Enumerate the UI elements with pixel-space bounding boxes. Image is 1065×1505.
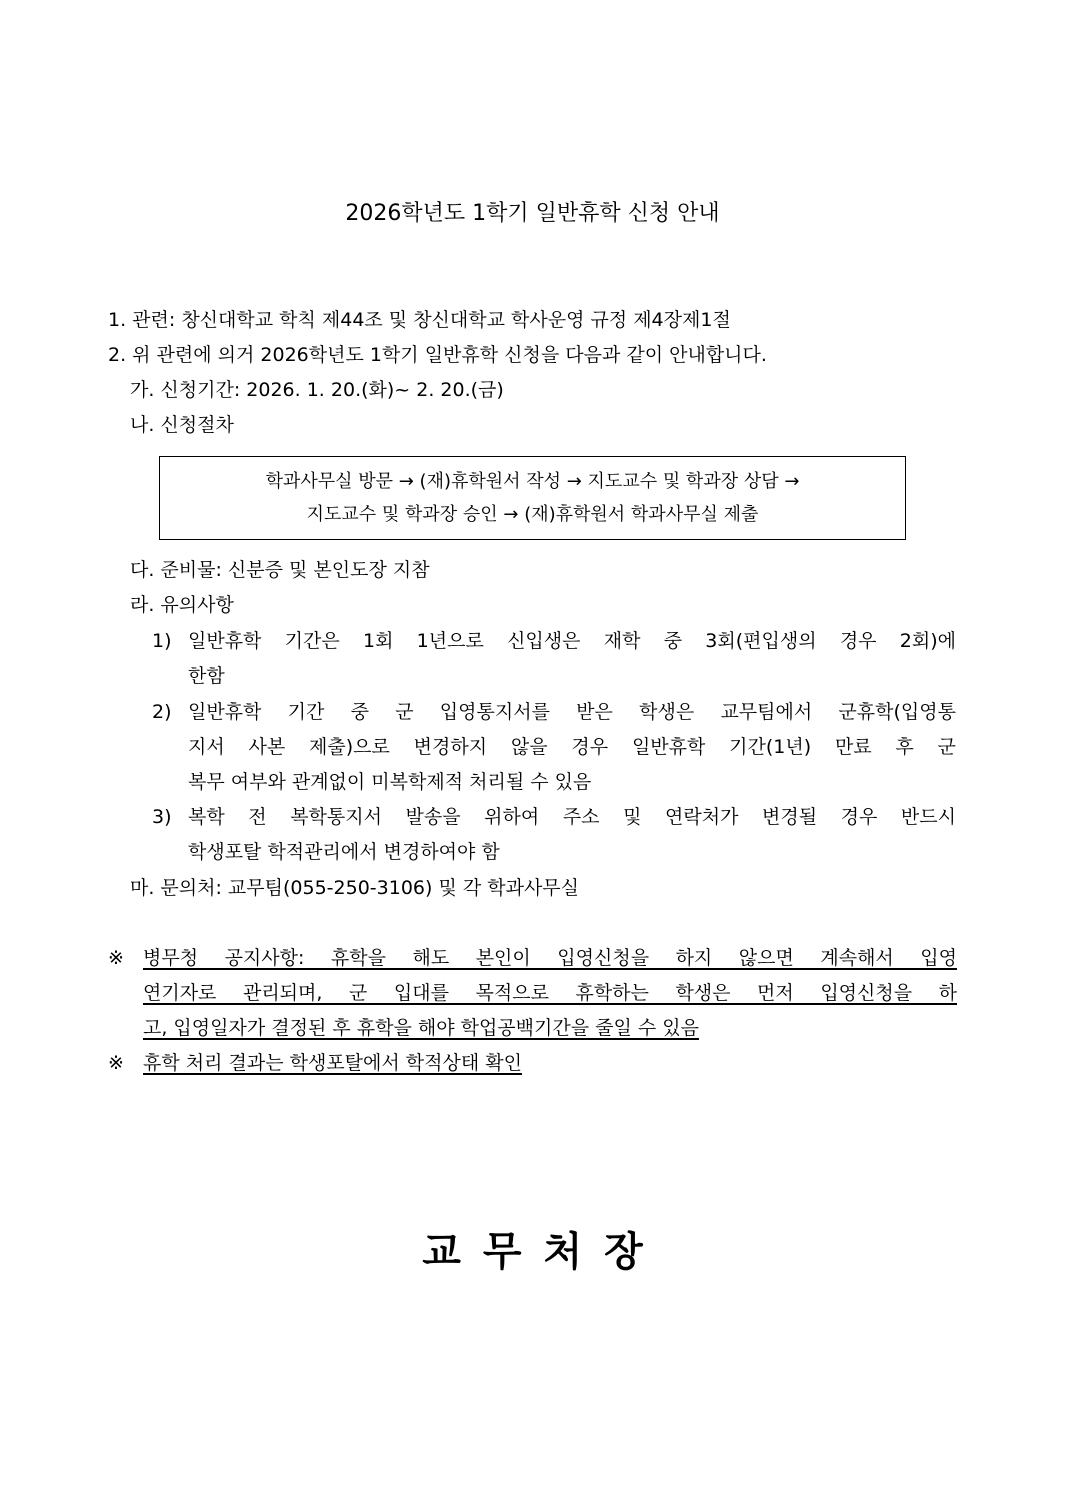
procedure-line-2: 지도교수 및 학과장 승인 → (재)휴학원서 학과사무실 제출 [306, 504, 759, 525]
item-1-reference: 1. 관련: 창신대학교 학칙 제44조 및 창신대학교 학사운영 규정 제4장제1절 [108, 309, 731, 331]
remark-line: 고, 입영일자가 결정된 후 휴학을 해야 학업공백기간을 줄일 수 있음 [143, 1017, 699, 1039]
note-line: 한함 [188, 665, 225, 687]
note-line: 학생포탈 학적관리에서 변경하여야 함 [188, 841, 500, 863]
signature-academic-affairs-director: 교무처장 [422, 1229, 665, 1275]
note-line: 일반휴학 기간 중 군 입영통지서를 받은 학생은 교무팀에서 군휴학(입영통 [188, 701, 956, 723]
sub-item-notes-heading: 라. 유의사항 [130, 594, 234, 616]
sub-item-application-period: 가. 신청기간: 2026. 1. 20.(화)~ 2. 20.(금) [130, 379, 504, 401]
sub-item-preparation: 다. 준비물: 신분증 및 본인도장 지참 [130, 559, 430, 581]
note-number: 1) [152, 630, 172, 652]
procedure-line-1: 학과사무실 방문 → (재)휴학원서 작성 → 지도교수 및 학과장 상담 → [265, 471, 800, 492]
reference-mark: ※ [108, 947, 124, 969]
procedure-box [159, 456, 906, 540]
item-2-guidance: 2. 위 관련에 의거 2026학년도 1학기 일반휴학 신청을 다음과 같이 안내합니다. [108, 344, 767, 366]
sub-item-procedure-heading: 나. 신청절차 [130, 414, 234, 436]
reference-mark: ※ [108, 1052, 124, 1074]
remark-line: 휴학 처리 결과는 학생포탈에서 학적상태 확인 [143, 1052, 522, 1074]
note-line: 복무 여부와 관계없이 미복학제적 처리될 수 있음 [188, 771, 592, 793]
note-line: 복학 전 복학통지서 발송을 위하여 주소 및 연락처가 변경될 경우 반드시 [188, 806, 956, 828]
note-number: 3) [152, 806, 172, 828]
remark-line: 연기자로 관리되며, 군 입대를 목적으로 휴학하는 학생은 먼저 입영신청을 하 [143, 982, 957, 1004]
note-line: 일반휴학 기간은 1회 1년으로 신입생은 재학 중 3회(편입생의 경우 2회)에 [188, 630, 956, 652]
document-title: 2026학년도 1학기 일반휴학 신청 안내 [345, 201, 720, 226]
sub-item-contact: 마. 문의처: 교무팀(055-250-3106) 및 각 학과사무실 [130, 877, 580, 899]
remark-line: 병무청 공지사항: 휴학을 해도 본인이 입영신청을 하지 않으면 계속해서 입영 [143, 947, 957, 969]
note-line: 지서 사본 제출)으로 변경하지 않을 경우 일반휴학 기간(1년) 만료 후 군 [188, 736, 956, 758]
note-number: 2) [152, 701, 172, 723]
